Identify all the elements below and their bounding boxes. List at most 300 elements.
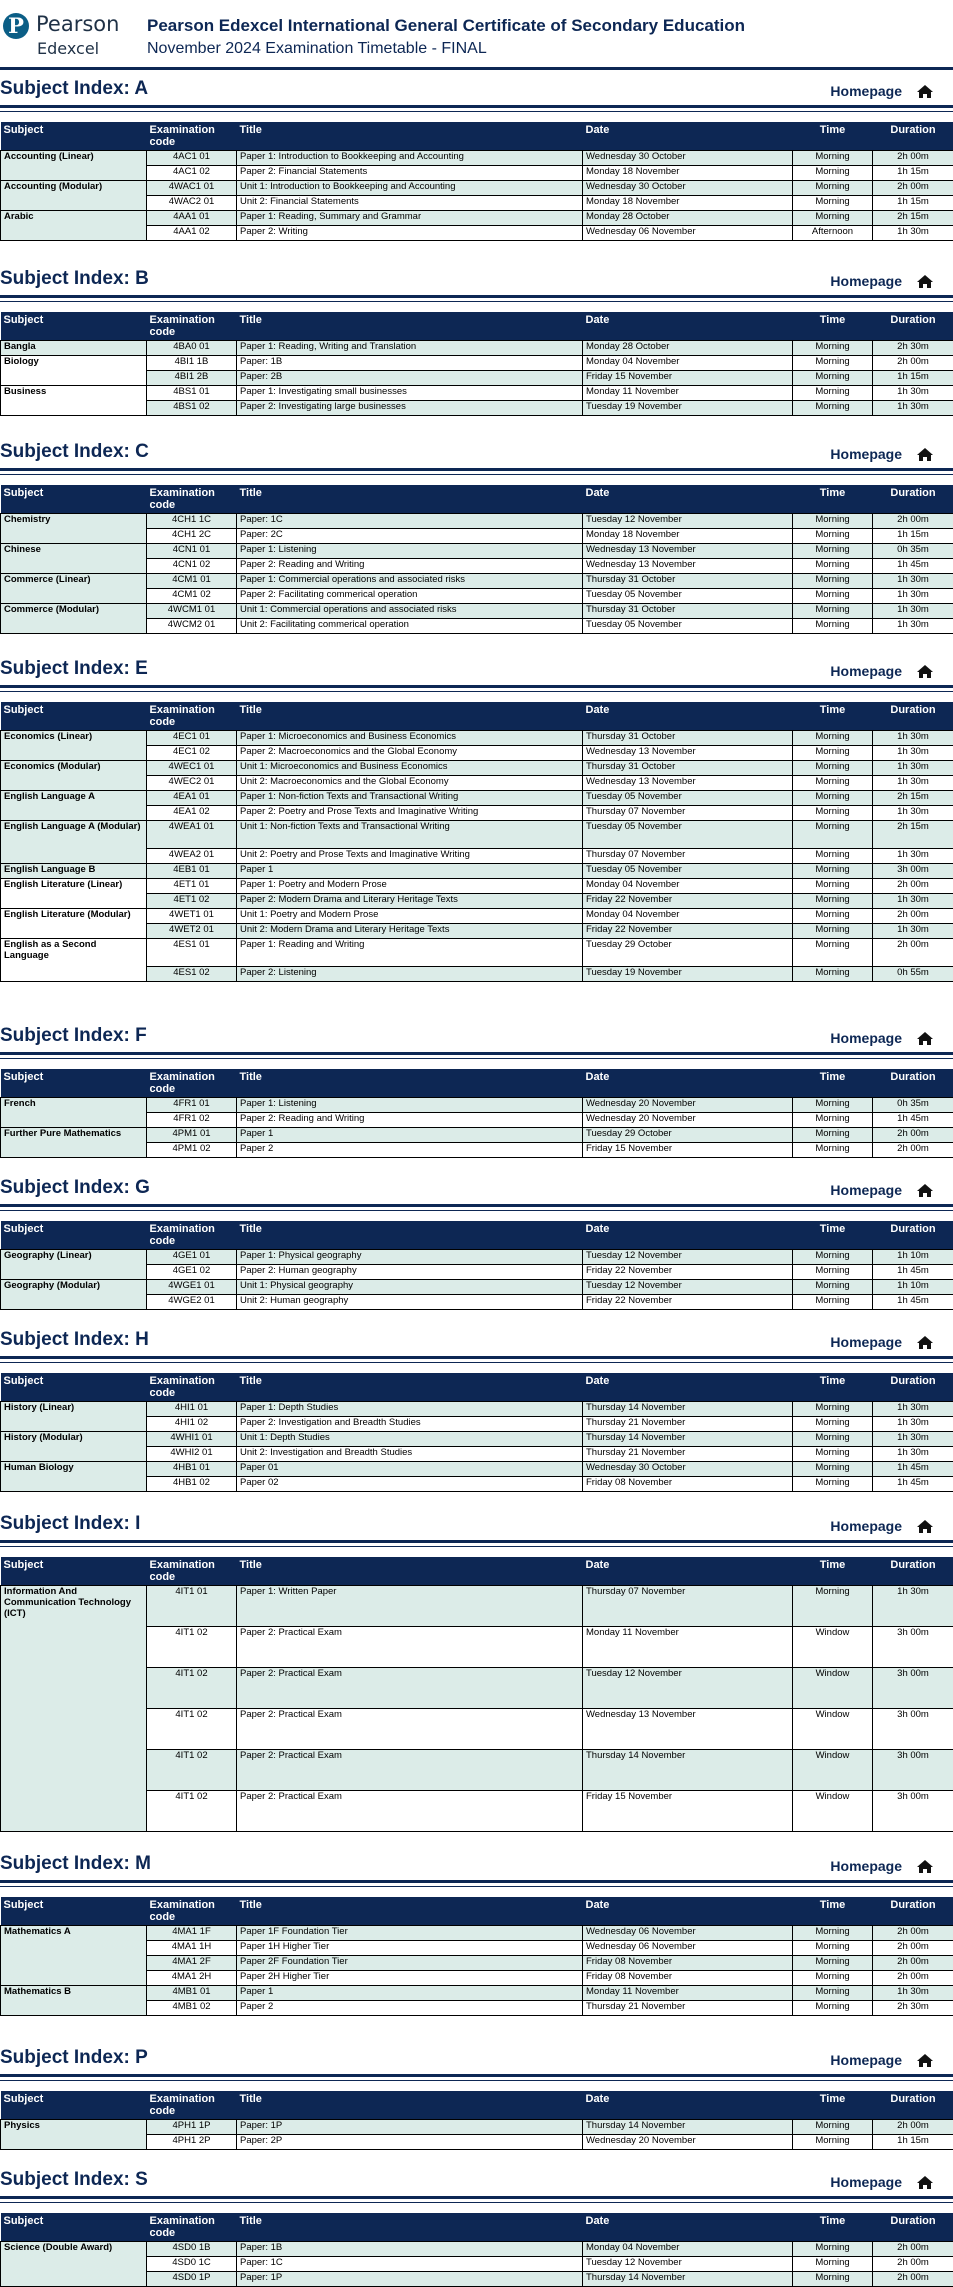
exam-time: Morning: [793, 1477, 873, 1492]
exam-duration: 2h 00m: [873, 909, 953, 924]
paper-title: Paper 1: Poetry and Modern Prose: [237, 879, 583, 894]
column-header: Examination code: [147, 2213, 237, 2242]
homepage-link[interactable]: [830, 446, 934, 462]
homepage-link[interactable]: [830, 2174, 934, 2190]
homepage-label[interactable]: Homepage: [830, 1334, 902, 1350]
subject-cell: Mathematics A: [1, 1926, 147, 1986]
exam-date: Thursday 14 November: [583, 2272, 793, 2287]
exam-duration: 0h 55m: [873, 967, 953, 982]
column-header: Examination code: [147, 122, 237, 151]
exam-time: Morning: [793, 544, 873, 559]
homepage-link[interactable]: [830, 83, 934, 99]
exam-code: 4ES1 01: [147, 939, 237, 967]
paper-title: Paper 1: Reading, Writing and Translation: [237, 341, 583, 356]
paper-title: Paper 1: Listening: [237, 1098, 583, 1113]
paper-title: Unit 1: Poetry and Modern Prose: [237, 909, 583, 924]
exam-code: 4AA1 02: [147, 226, 237, 241]
exam-code: 4MA1 2H: [147, 1971, 237, 1986]
exam-date: Monday 04 November: [583, 2242, 793, 2257]
home-icon[interactable]: [916, 664, 934, 679]
exam-time: Morning: [793, 529, 873, 544]
column-header: Title: [237, 702, 583, 731]
exam-duration: 1h 30m: [873, 761, 953, 776]
table-row: [1, 2120, 953, 2135]
exam-date: Friday 15 November: [583, 371, 793, 386]
column-header: Date: [583, 1897, 793, 1926]
subject-cell: Physics: [1, 2120, 147, 2150]
sub-brand-name: Edexcel: [37, 39, 99, 58]
homepage-link[interactable]: [830, 1518, 934, 1534]
homepage-link[interactable]: [830, 273, 934, 289]
paper-title: Paper 1: Written Paper: [237, 1586, 583, 1627]
column-header: Duration: [873, 702, 953, 731]
exam-duration: 0h 35m: [873, 1098, 953, 1113]
exam-time: Morning: [793, 1432, 873, 1447]
exam-code: 4WCM1 01: [147, 604, 237, 619]
subject-cell: Chinese: [1, 544, 147, 574]
exam-code: 4ES1 02: [147, 967, 237, 982]
exam-time: Morning: [793, 559, 873, 574]
exam-code: 4WET2 01: [147, 924, 237, 939]
exam-time: Morning: [793, 1265, 873, 1280]
exam-date: Thursday 21 November: [583, 1417, 793, 1432]
table-row: [1, 939, 953, 967]
exam-duration: 3h 00m: [873, 1627, 953, 1668]
paper-title: Paper 1: Physical geography: [237, 1250, 583, 1265]
section-rule: [0, 1880, 953, 1883]
exam-date: Wednesday 20 November: [583, 1113, 793, 1128]
exam-code: 4BI1 2B: [147, 371, 237, 386]
exam-duration: 1h 30m: [873, 924, 953, 939]
section-rule-thin: [0, 1362, 953, 1363]
table-row: [1, 341, 953, 356]
section-rule-thin: [0, 1210, 953, 1211]
column-header: Date: [583, 1069, 793, 1098]
column-header: Time: [793, 1897, 873, 1926]
exam-code: 4EB1 01: [147, 864, 237, 879]
exam-code: 4CN1 01: [147, 544, 237, 559]
homepage-label[interactable]: Homepage: [830, 1518, 902, 1534]
exam-code: 4AA1 01: [147, 211, 237, 226]
section-title: Subject Index: B: [0, 268, 149, 290]
exam-duration: 2h 00m: [873, 1926, 953, 1941]
paper-title: Paper 1: [237, 1128, 583, 1143]
column-header: Time: [793, 1069, 873, 1098]
timetable-table: [0, 122, 953, 241]
exam-date: Thursday 07 November: [583, 849, 793, 864]
homepage-label[interactable]: Homepage: [830, 2174, 902, 2190]
document-title: Pearson Edexcel International General Certificate of Secondary Education: [147, 16, 745, 36]
exam-date: Thursday 31 October: [583, 761, 793, 776]
subject-cell: Biology: [1, 356, 147, 386]
table-row: [1, 386, 953, 401]
exam-code: 4HI1 02: [147, 1417, 237, 1432]
exam-time: Morning: [793, 2120, 873, 2135]
column-header: Title: [237, 2213, 583, 2242]
exam-time: Afternoon: [793, 226, 873, 241]
exam-duration: 2h 00m: [873, 2120, 953, 2135]
column-header: Date: [583, 2091, 793, 2120]
paper-title: Paper 2: Practical Exam: [237, 1668, 583, 1709]
home-icon[interactable]: [916, 84, 934, 99]
paper-title: Paper 1: Reading, Summary and Grammar: [237, 211, 583, 226]
paper-title: Unit 2: Investigation and Breadth Studies: [237, 1447, 583, 1462]
section-rule-thin: [0, 2202, 953, 2203]
table-row: [1, 181, 953, 196]
exam-time: Morning: [793, 211, 873, 226]
section-title: Subject Index: A: [0, 78, 148, 100]
exam-duration: 1h 30m: [873, 894, 953, 909]
table-header-row: [1, 702, 953, 731]
exam-date: Monday 04 November: [583, 879, 793, 894]
exam-code: 4WEC1 01: [147, 761, 237, 776]
exam-duration: 2h 00m: [873, 356, 953, 371]
exam-duration: 1h 30m: [873, 1417, 953, 1432]
paper-title: Unit 1: Non-fiction Texts and Transactional Writing: [237, 821, 583, 849]
section-rule: [0, 1540, 953, 1543]
subject-cell: English Language B: [1, 864, 147, 879]
exam-code: 4EC1 01: [147, 731, 237, 746]
exam-time: Morning: [793, 604, 873, 619]
column-header: Subject: [1, 1373, 147, 1402]
exam-date: Wednesday 13 November: [583, 544, 793, 559]
home-icon[interactable]: [916, 1031, 934, 1046]
paper-title: Paper: 1C: [237, 514, 583, 529]
exam-time: Morning: [793, 761, 873, 776]
paper-title: Paper 1: Introduction to Bookkeeping and Accounting: [237, 151, 583, 166]
exam-date: Wednesday 06 November: [583, 226, 793, 241]
subject-cell: Commerce (Linear): [1, 574, 147, 604]
column-header: Subject: [1, 122, 147, 151]
exam-duration: 1h 10m: [873, 1280, 953, 1295]
exam-code: 4IT1 02: [147, 1627, 237, 1668]
exam-duration: 3h 00m: [873, 1709, 953, 1750]
home-icon[interactable]: [916, 2175, 934, 2190]
column-header: Duration: [873, 312, 953, 341]
subject-cell: History (Linear): [1, 1402, 147, 1432]
homepage-label[interactable]: Homepage: [830, 446, 902, 462]
exam-time: Morning: [793, 2272, 873, 2287]
paper-title: Paper 1: [237, 1986, 583, 2001]
exam-date: Tuesday 05 November: [583, 821, 793, 849]
exam-duration: 3h 00m: [873, 1750, 953, 1791]
exam-code: 4WEA2 01: [147, 849, 237, 864]
exam-duration: 2h 00m: [873, 151, 953, 166]
home-icon[interactable]: [916, 1183, 934, 1198]
exam-date: Friday 08 November: [583, 1971, 793, 1986]
table-row: [1, 514, 953, 529]
table-row: [1, 604, 953, 619]
homepage-label[interactable]: Homepage: [830, 1030, 902, 1046]
paper-title: Unit 2: Macroeconomics and the Global Economy: [237, 776, 583, 791]
exam-code: 4AC1 02: [147, 166, 237, 181]
exam-time: Morning: [793, 1971, 873, 1986]
paper-title: Unit 2: Poetry and Prose Texts and Imaginative Writing: [237, 849, 583, 864]
exam-time: Morning: [793, 2257, 873, 2272]
exam-date: Wednesday 13 November: [583, 1709, 793, 1750]
subject-cell: Bangla: [1, 341, 147, 356]
paper-title: Paper 2F Foundation Tier: [237, 1956, 583, 1971]
exam-code: 4GE1 02: [147, 1265, 237, 1280]
exam-date: Tuesday 12 November: [583, 1668, 793, 1709]
section-title: Subject Index: G: [0, 1177, 150, 1199]
homepage-label[interactable]: Homepage: [830, 2052, 902, 2068]
exam-duration: 1h 30m: [873, 1432, 953, 1447]
table-header-row: [1, 1557, 953, 1586]
paper-title: Paper 1: Listening: [237, 544, 583, 559]
exam-time: Morning: [793, 166, 873, 181]
home-icon[interactable]: [916, 447, 934, 462]
exam-code: 4IT1 02: [147, 1791, 237, 1832]
column-header: Date: [583, 1221, 793, 1250]
exam-code: 4WEC2 01: [147, 776, 237, 791]
column-header: Title: [237, 2091, 583, 2120]
table-header-row: [1, 2213, 953, 2242]
exam-time: Morning: [793, 341, 873, 356]
exam-date: Monday 28 October: [583, 211, 793, 226]
exam-duration: 1h 10m: [873, 1250, 953, 1265]
table-row: [1, 1586, 953, 1627]
section-rule: [0, 468, 953, 471]
document-subtitle: November 2024 Examination Timetable - FINAL: [147, 40, 487, 58]
exam-code: 4BA0 01: [147, 341, 237, 356]
exam-duration: 2h 15m: [873, 791, 953, 806]
exam-duration: 1h 30m: [873, 386, 953, 401]
exam-code: 4ET1 01: [147, 879, 237, 894]
exam-duration: 1h 45m: [873, 1295, 953, 1310]
exam-time: Morning: [793, 386, 873, 401]
exam-time: Window: [793, 1627, 873, 1668]
exam-code: 4HI1 01: [147, 1402, 237, 1417]
table-row: [1, 1432, 953, 1447]
header-rule: [0, 67, 953, 70]
column-header: Title: [237, 1373, 583, 1402]
homepage-label[interactable]: Homepage: [830, 1858, 902, 1874]
exam-date: Thursday 21 November: [583, 2001, 793, 2016]
homepage-link[interactable]: [830, 1030, 934, 1046]
home-icon[interactable]: [916, 1519, 934, 1534]
exam-time: Morning: [793, 2001, 873, 2016]
exam-duration: 1h 30m: [873, 746, 953, 761]
exam-code: 4EA1 02: [147, 806, 237, 821]
section-rule-thin: [0, 474, 953, 475]
exam-date: Monday 04 November: [583, 356, 793, 371]
table-row: [1, 1402, 953, 1417]
exam-date: Friday 15 November: [583, 1143, 793, 1158]
exam-duration: 2h 00m: [873, 2257, 953, 2272]
paper-title: Paper: 2C: [237, 529, 583, 544]
column-header: Examination code: [147, 2091, 237, 2120]
exam-date: Tuesday 19 November: [583, 401, 793, 416]
exam-code: 4EA1 01: [147, 791, 237, 806]
section-rule: [0, 2074, 953, 2077]
paper-title: Paper 2: Modern Drama and Literary Heritage Texts: [237, 894, 583, 909]
exam-duration: 1h 15m: [873, 2135, 953, 2150]
subject-cell: Geography (Linear): [1, 1250, 147, 1280]
subject-cell: Arabic: [1, 211, 147, 241]
subject-cell: English as a Second Language: [1, 939, 147, 982]
table-row: [1, 864, 953, 879]
column-header: Date: [583, 1373, 793, 1402]
column-header: Title: [237, 1069, 583, 1098]
exam-code: 4WHI1 01: [147, 1432, 237, 1447]
paper-title: Unit 2: Facilitating commerical operation: [237, 619, 583, 634]
paper-title: Paper 2: Listening: [237, 967, 583, 982]
exam-date: Friday 22 November: [583, 1295, 793, 1310]
exam-code: 4WET1 01: [147, 909, 237, 924]
table-row: [1, 791, 953, 806]
section-title: Subject Index: P: [0, 2047, 148, 2069]
exam-time: Morning: [793, 1986, 873, 2001]
home-icon[interactable]: [916, 274, 934, 289]
paper-title: Paper 2H Higher Tier: [237, 1971, 583, 1986]
exam-date: Tuesday 19 November: [583, 967, 793, 982]
paper-title: Unit 1: Introduction to Bookkeeping and Accounting: [237, 181, 583, 196]
exam-code: 4WHI2 01: [147, 1447, 237, 1462]
paper-title: Paper: 1B: [237, 2242, 583, 2257]
timetable-table: [0, 1069, 953, 1158]
column-header: Examination code: [147, 1221, 237, 1250]
homepage-link[interactable]: [830, 1182, 934, 1198]
paper-title: Paper 2: Reading and Writing: [237, 559, 583, 574]
exam-duration: 1h 45m: [873, 1477, 953, 1492]
paper-title: Paper 1: Microeconomics and Business Economics: [237, 731, 583, 746]
paper-title: Paper 2: Investigation and Breadth Studies: [237, 1417, 583, 1432]
table-header-row: [1, 312, 953, 341]
exam-code: 4SD0 1B: [147, 2242, 237, 2257]
column-header: Title: [237, 1557, 583, 1586]
exam-date: Monday 18 November: [583, 196, 793, 211]
column-header: Duration: [873, 485, 953, 514]
exam-time: Morning: [793, 1417, 873, 1432]
column-header: Title: [237, 1897, 583, 1926]
exam-time: Morning: [793, 791, 873, 806]
column-header: Duration: [873, 1557, 953, 1586]
exam-date: Thursday 31 October: [583, 604, 793, 619]
section-title: Subject Index: H: [0, 1329, 149, 1351]
exam-duration: 1h 30m: [873, 776, 953, 791]
exam-duration: 1h 30m: [873, 1986, 953, 2001]
exam-duration: 1h 15m: [873, 196, 953, 211]
exam-date: Tuesday 29 October: [583, 939, 793, 967]
exam-time: Morning: [793, 1098, 873, 1113]
homepage-label[interactable]: Homepage: [830, 273, 902, 289]
homepage-link[interactable]: [830, 663, 934, 679]
exam-duration: 2h 15m: [873, 211, 953, 226]
paper-title: Unit 1: Microeconomics and Business Economics: [237, 761, 583, 776]
exam-code: 4WAC1 01: [147, 181, 237, 196]
paper-title: Paper 2: Writing: [237, 226, 583, 241]
table-row: [1, 909, 953, 924]
column-header: Date: [583, 2213, 793, 2242]
exam-time: Morning: [793, 371, 873, 386]
paper-title: Paper 1: Reading and Writing: [237, 939, 583, 967]
table-row: [1, 1280, 953, 1295]
exam-date: Wednesday 13 November: [583, 559, 793, 574]
table-header-row: [1, 2091, 953, 2120]
section-rule-thin: [0, 1546, 953, 1547]
homepage-link[interactable]: [830, 2052, 934, 2068]
column-header: Time: [793, 312, 873, 341]
home-icon[interactable]: [916, 2053, 934, 2068]
subject-cell: Science (Double Award): [1, 2242, 147, 2287]
table-row: [1, 1462, 953, 1477]
table-row: [1, 1250, 953, 1265]
section-title: Subject Index: I: [0, 1513, 140, 1535]
exam-time: Window: [793, 1791, 873, 1832]
column-header: Time: [793, 1221, 873, 1250]
exam-time: Morning: [793, 864, 873, 879]
subject-cell: Information And Communication Technology (ICT): [1, 1586, 147, 1832]
exam-duration: 3h 00m: [873, 864, 953, 879]
exam-code: 4MB1 01: [147, 1986, 237, 2001]
exam-code: 4FR1 02: [147, 1113, 237, 1128]
subject-cell: English Literature (Modular): [1, 909, 147, 939]
exam-duration: 2h 00m: [873, 879, 953, 894]
exam-duration: 1h 30m: [873, 226, 953, 241]
exam-duration: 2h 15m: [873, 821, 953, 849]
home-icon[interactable]: [916, 1335, 934, 1350]
exam-code: 4IT1 02: [147, 1668, 237, 1709]
exam-time: Morning: [793, 1280, 873, 1295]
exam-duration: 1h 30m: [873, 1586, 953, 1627]
exam-date: Wednesday 06 November: [583, 1926, 793, 1941]
document-header: [0, 0, 953, 70]
exam-time: Morning: [793, 746, 873, 761]
exam-time: Morning: [793, 1250, 873, 1265]
exam-time: Morning: [793, 1462, 873, 1477]
exam-date: Wednesday 30 October: [583, 151, 793, 166]
homepage-link[interactable]: [830, 1334, 934, 1350]
exam-duration: 1h 45m: [873, 1462, 953, 1477]
column-header: Title: [237, 1221, 583, 1250]
exam-code: 4IT1 02: [147, 1750, 237, 1791]
homepage-label[interactable]: Homepage: [830, 1182, 902, 1198]
paper-title: Paper: 1P: [237, 2120, 583, 2135]
paper-title: Paper 1: [237, 864, 583, 879]
paper-title: Paper: 1C: [237, 2257, 583, 2272]
table-header-row: [1, 1897, 953, 1926]
paper-title: Paper 2: Investigating large businesses: [237, 401, 583, 416]
exam-date: Thursday 31 October: [583, 574, 793, 589]
timetable-table: [0, 485, 953, 634]
column-header: Duration: [873, 2213, 953, 2242]
homepage-link[interactable]: [830, 1858, 934, 1874]
homepage-label[interactable]: Homepage: [830, 663, 902, 679]
paper-title: Unit 2: Human geography: [237, 1295, 583, 1310]
subject-cell: Further Pure Mathematics: [1, 1128, 147, 1158]
timetable-table: [0, 1897, 953, 2016]
table-row: [1, 879, 953, 894]
home-icon[interactable]: [916, 1859, 934, 1874]
exam-time: Morning: [793, 1128, 873, 1143]
exam-code: 4CH1 2C: [147, 529, 237, 544]
exam-code: 4CM1 02: [147, 589, 237, 604]
homepage-label[interactable]: Homepage: [830, 83, 902, 99]
column-header: Duration: [873, 122, 953, 151]
exam-code: 4BS1 02: [147, 401, 237, 416]
section-title: Subject Index: E: [0, 658, 148, 680]
paper-title: Paper: 1B: [237, 356, 583, 371]
exam-date: Tuesday 12 November: [583, 1280, 793, 1295]
exam-time: Morning: [793, 401, 873, 416]
exam-duration: 1h 15m: [873, 371, 953, 386]
exam-time: Morning: [793, 967, 873, 982]
column-header: Subject: [1, 1897, 147, 1926]
exam-date: Friday 15 November: [583, 1791, 793, 1832]
pearson-logo-icon: P: [3, 13, 29, 39]
column-header: Examination code: [147, 1557, 237, 1586]
